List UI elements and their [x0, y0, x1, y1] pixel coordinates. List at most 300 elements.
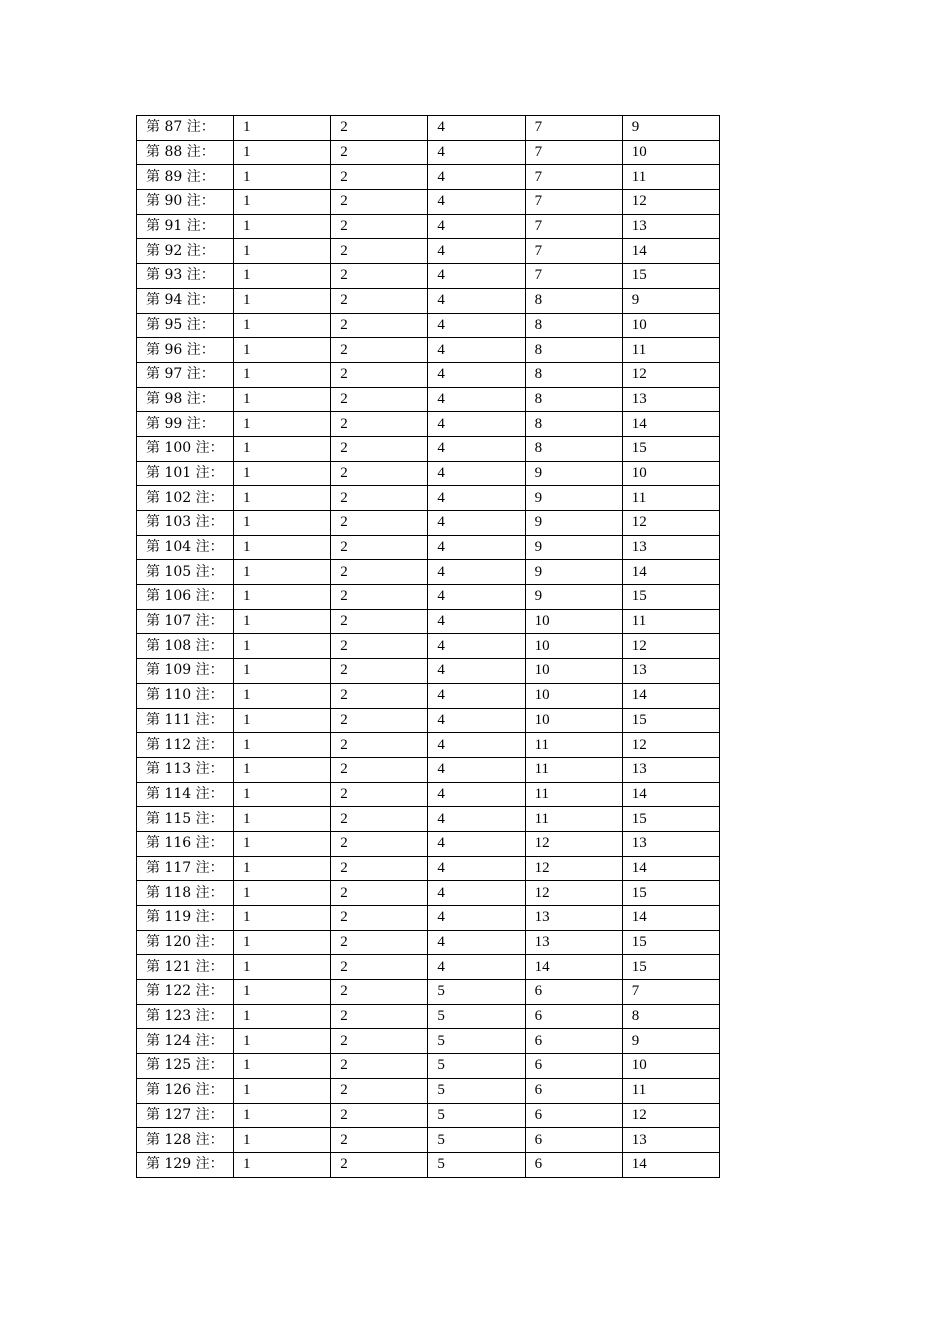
number-cell: 10 [525, 634, 622, 659]
table-row [137, 1103, 720, 1128]
number-cell: 6 [525, 1029, 622, 1054]
table-row [137, 387, 720, 412]
number-cell: 11 [622, 165, 719, 190]
number-cell: 7 [525, 264, 622, 289]
table-row [137, 1128, 720, 1153]
row-label: 第 92 注： [137, 239, 234, 264]
number-cell: 4 [428, 412, 525, 437]
number-cell: 1 [234, 585, 331, 610]
number-cell: 7 [622, 980, 719, 1005]
number-cell: 1 [234, 831, 331, 856]
number-cell: 8 [525, 387, 622, 412]
number-cell: 1 [234, 1029, 331, 1054]
row-label: 第 104 注： [137, 535, 234, 560]
number-cell: 14 [622, 560, 719, 585]
table-row [137, 461, 720, 486]
row-label: 第 111 注： [137, 708, 234, 733]
number-cell: 2 [331, 1128, 428, 1153]
number-cell: 12 [622, 511, 719, 536]
number-cell: 4 [428, 214, 525, 239]
table-row [137, 1054, 720, 1079]
number-cell: 4 [428, 116, 525, 141]
number-cell: 2 [331, 659, 428, 684]
number-cell: 8 [525, 412, 622, 437]
table-row [137, 239, 720, 264]
row-label: 第 129 注： [137, 1152, 234, 1177]
number-cell: 5 [428, 980, 525, 1005]
table-row [137, 659, 720, 684]
number-cell: 4 [428, 585, 525, 610]
number-cell: 1 [234, 190, 331, 215]
number-cell: 4 [428, 881, 525, 906]
number-cell: 1 [234, 1078, 331, 1103]
number-cell: 12 [622, 362, 719, 387]
number-cell: 4 [428, 683, 525, 708]
row-label: 第 94 注： [137, 288, 234, 313]
number-cell: 4 [428, 461, 525, 486]
number-cell: 2 [331, 634, 428, 659]
number-cell: 1 [234, 264, 331, 289]
number-cell: 2 [331, 856, 428, 881]
number-cell: 2 [331, 165, 428, 190]
number-cell: 2 [331, 1029, 428, 1054]
number-cell: 6 [525, 1004, 622, 1029]
number-cell: 2 [331, 486, 428, 511]
number-cell: 9 [525, 486, 622, 511]
number-cell: 7 [525, 214, 622, 239]
number-cell: 5 [428, 1152, 525, 1177]
row-label: 第 117 注： [137, 856, 234, 881]
table-row [137, 214, 720, 239]
row-label: 第 87 注： [137, 116, 234, 141]
number-cell: 2 [331, 1103, 428, 1128]
number-cell: 14 [525, 955, 622, 980]
number-cell: 9 [525, 585, 622, 610]
number-cell: 2 [331, 980, 428, 1005]
number-cell: 15 [622, 955, 719, 980]
table-body [137, 116, 720, 1178]
number-cell: 1 [234, 313, 331, 338]
row-label: 第 107 注： [137, 609, 234, 634]
number-cell: 2 [331, 1152, 428, 1177]
number-cell: 4 [428, 239, 525, 264]
number-cell: 2 [331, 1078, 428, 1103]
table-row [137, 535, 720, 560]
row-label: 第 110 注： [137, 683, 234, 708]
number-cell: 7 [525, 116, 622, 141]
number-cell: 1 [234, 362, 331, 387]
number-cell: 6 [525, 1078, 622, 1103]
number-cell: 6 [525, 1152, 622, 1177]
table-row [137, 288, 720, 313]
number-cell: 4 [428, 288, 525, 313]
number-cell: 9 [622, 1029, 719, 1054]
table-row [137, 165, 720, 190]
row-label: 第 98 注： [137, 387, 234, 412]
number-cell: 15 [622, 881, 719, 906]
number-cell: 9 [622, 288, 719, 313]
number-cell: 6 [525, 980, 622, 1005]
number-cell: 10 [525, 609, 622, 634]
row-label: 第 88 注： [137, 140, 234, 165]
number-cell: 4 [428, 634, 525, 659]
number-cell: 2 [331, 288, 428, 313]
number-cell: 4 [428, 930, 525, 955]
number-cell: 4 [428, 906, 525, 931]
number-cell: 5 [428, 1103, 525, 1128]
table-row [137, 1004, 720, 1029]
number-cell: 1 [234, 906, 331, 931]
number-cell: 2 [331, 412, 428, 437]
row-label: 第 128 注： [137, 1128, 234, 1153]
row-label: 第 118 注： [137, 881, 234, 906]
table-row [137, 436, 720, 461]
number-cell: 14 [622, 782, 719, 807]
number-cell: 15 [622, 585, 719, 610]
table-row [137, 955, 720, 980]
number-cell: 1 [234, 140, 331, 165]
number-cell: 12 [622, 733, 719, 758]
number-cell: 1 [234, 461, 331, 486]
table-row [137, 264, 720, 289]
number-cell: 13 [622, 214, 719, 239]
row-label: 第 97 注： [137, 362, 234, 387]
number-cell: 9 [525, 535, 622, 560]
number-cell: 4 [428, 708, 525, 733]
number-cell: 1 [234, 387, 331, 412]
number-cell: 4 [428, 733, 525, 758]
number-cell: 1 [234, 1054, 331, 1079]
table-row [137, 782, 720, 807]
table-row [137, 930, 720, 955]
row-label: 第 113 注： [137, 757, 234, 782]
number-cell: 1 [234, 659, 331, 684]
number-cell: 1 [234, 412, 331, 437]
table-row [137, 412, 720, 437]
number-cell: 5 [428, 1029, 525, 1054]
number-cell: 6 [525, 1054, 622, 1079]
number-cell: 1 [234, 1103, 331, 1128]
row-label: 第 90 注： [137, 190, 234, 215]
table-row [137, 980, 720, 1005]
row-label: 第 125 注： [137, 1054, 234, 1079]
number-cell: 2 [331, 683, 428, 708]
table-row [137, 560, 720, 585]
number-cell: 4 [428, 856, 525, 881]
number-cell: 13 [622, 1128, 719, 1153]
number-cell: 2 [331, 140, 428, 165]
number-cell: 10 [622, 313, 719, 338]
row-label: 第 105 注： [137, 560, 234, 585]
row-label: 第 101 注： [137, 461, 234, 486]
number-cell: 6 [525, 1103, 622, 1128]
number-cell: 1 [234, 116, 331, 141]
number-cell: 2 [331, 239, 428, 264]
number-cell: 1 [234, 634, 331, 659]
number-cell: 8 [525, 436, 622, 461]
number-cell: 10 [622, 140, 719, 165]
table-row [137, 609, 720, 634]
row-label: 第 109 注： [137, 659, 234, 684]
number-cell: 12 [622, 1103, 719, 1128]
number-cell: 9 [525, 461, 622, 486]
number-cell: 1 [234, 239, 331, 264]
number-cell: 14 [622, 683, 719, 708]
number-cell: 1 [234, 1128, 331, 1153]
number-cell: 2 [331, 214, 428, 239]
number-cell: 6 [525, 1128, 622, 1153]
table-row [137, 733, 720, 758]
number-cell: 4 [428, 955, 525, 980]
number-cell: 8 [525, 362, 622, 387]
number-cell: 11 [622, 338, 719, 363]
number-cell: 15 [622, 436, 719, 461]
number-cell: 13 [622, 757, 719, 782]
table-row [137, 757, 720, 782]
row-label: 第 100 注： [137, 436, 234, 461]
number-cell: 4 [428, 486, 525, 511]
number-cell: 2 [331, 190, 428, 215]
number-cell: 1 [234, 214, 331, 239]
table-row [137, 807, 720, 832]
table-row [137, 1078, 720, 1103]
number-cell: 2 [331, 264, 428, 289]
number-cell: 1 [234, 683, 331, 708]
number-cell: 14 [622, 906, 719, 931]
table-row [137, 683, 720, 708]
number-cell: 4 [428, 140, 525, 165]
number-cell: 1 [234, 486, 331, 511]
number-cell: 4 [428, 338, 525, 363]
row-label: 第 103 注： [137, 511, 234, 536]
number-cell: 12 [622, 190, 719, 215]
number-cell: 11 [622, 609, 719, 634]
number-cell: 2 [331, 782, 428, 807]
number-cell: 2 [331, 436, 428, 461]
number-cell: 4 [428, 190, 525, 215]
number-cell: 15 [622, 807, 719, 832]
row-label: 第 89 注： [137, 165, 234, 190]
number-cell: 1 [234, 757, 331, 782]
number-cell: 4 [428, 831, 525, 856]
number-cell: 4 [428, 511, 525, 536]
table-row [137, 585, 720, 610]
number-cell: 1 [234, 733, 331, 758]
table-row [137, 313, 720, 338]
number-cell: 2 [331, 906, 428, 931]
number-cell: 4 [428, 757, 525, 782]
number-cell: 4 [428, 313, 525, 338]
number-cell: 1 [234, 436, 331, 461]
number-cell: 1 [234, 560, 331, 585]
number-cell: 1 [234, 807, 331, 832]
table-row [137, 1152, 720, 1177]
row-label: 第 96 注： [137, 338, 234, 363]
number-cell: 2 [331, 757, 428, 782]
table-row [137, 338, 720, 363]
number-cell: 10 [622, 461, 719, 486]
number-cell: 5 [428, 1128, 525, 1153]
row-label: 第 121 注： [137, 955, 234, 980]
number-cell: 2 [331, 609, 428, 634]
number-cell: 13 [622, 659, 719, 684]
row-label: 第 115 注： [137, 807, 234, 832]
number-cell: 4 [428, 659, 525, 684]
number-cell: 1 [234, 930, 331, 955]
number-cell: 15 [622, 264, 719, 289]
table-row [137, 486, 720, 511]
number-cell: 1 [234, 511, 331, 536]
number-cell: 13 [622, 387, 719, 412]
row-label: 第 123 注： [137, 1004, 234, 1029]
row-label: 第 112 注： [137, 733, 234, 758]
row-label: 第 91 注： [137, 214, 234, 239]
table-row [137, 1029, 720, 1054]
number-cell: 2 [331, 831, 428, 856]
number-cell: 7 [525, 165, 622, 190]
row-label: 第 127 注： [137, 1103, 234, 1128]
number-cell: 2 [331, 461, 428, 486]
number-cell: 1 [234, 955, 331, 980]
number-cell: 14 [622, 412, 719, 437]
row-label: 第 116 注： [137, 831, 234, 856]
number-cell: 1 [234, 881, 331, 906]
number-cell: 8 [525, 313, 622, 338]
table-row [137, 831, 720, 856]
number-cell: 8 [622, 1004, 719, 1029]
number-cell: 12 [525, 881, 622, 906]
row-label: 第 119 注： [137, 906, 234, 931]
number-cell: 12 [525, 831, 622, 856]
number-cell: 15 [622, 708, 719, 733]
number-cell: 2 [331, 1004, 428, 1029]
row-label: 第 126 注： [137, 1078, 234, 1103]
number-cell: 2 [331, 387, 428, 412]
number-cell: 2 [331, 930, 428, 955]
row-label: 第 114 注： [137, 782, 234, 807]
number-cell: 1 [234, 288, 331, 313]
number-cell: 2 [331, 362, 428, 387]
number-cell: 1 [234, 708, 331, 733]
number-cell: 14 [622, 1152, 719, 1177]
number-cell: 2 [331, 313, 428, 338]
number-cell: 14 [622, 856, 719, 881]
number-cell: 4 [428, 264, 525, 289]
table-row [137, 116, 720, 141]
number-cell: 2 [331, 807, 428, 832]
number-cell: 14 [622, 239, 719, 264]
number-cell: 1 [234, 1004, 331, 1029]
row-label: 第 99 注： [137, 412, 234, 437]
number-cell: 11 [525, 807, 622, 832]
number-cell: 10 [525, 708, 622, 733]
number-cell: 4 [428, 560, 525, 585]
table-row [137, 856, 720, 881]
number-cell: 4 [428, 362, 525, 387]
number-cell: 9 [525, 560, 622, 585]
number-cell: 15 [622, 930, 719, 955]
row-label: 第 124 注： [137, 1029, 234, 1054]
number-cell: 9 [622, 116, 719, 141]
number-cell: 7 [525, 190, 622, 215]
number-cell: 11 [622, 486, 719, 511]
number-cell: 10 [622, 1054, 719, 1079]
number-cell: 7 [525, 140, 622, 165]
number-cell: 2 [331, 116, 428, 141]
number-cell: 1 [234, 980, 331, 1005]
number-cell: 5 [428, 1054, 525, 1079]
number-cell: 10 [525, 659, 622, 684]
number-cell: 2 [331, 585, 428, 610]
row-label: 第 102 注： [137, 486, 234, 511]
number-cell: 1 [234, 535, 331, 560]
number-cell: 2 [331, 733, 428, 758]
number-cell: 1 [234, 856, 331, 881]
table-row [137, 140, 720, 165]
table-row [137, 634, 720, 659]
number-cell: 1 [234, 338, 331, 363]
table-row [137, 511, 720, 536]
number-cell: 11 [525, 782, 622, 807]
number-cell: 13 [622, 535, 719, 560]
number-cell: 4 [428, 609, 525, 634]
row-label: 第 108 注： [137, 634, 234, 659]
combination-table [136, 115, 720, 1178]
number-cell: 11 [525, 733, 622, 758]
number-cell: 4 [428, 436, 525, 461]
number-cell: 10 [525, 683, 622, 708]
row-label: 第 120 注： [137, 930, 234, 955]
number-cell: 2 [331, 708, 428, 733]
number-cell: 2 [331, 535, 428, 560]
table-row [137, 881, 720, 906]
number-cell: 2 [331, 338, 428, 363]
number-cell: 8 [525, 338, 622, 363]
number-cell: 13 [622, 831, 719, 856]
row-label: 第 106 注： [137, 585, 234, 610]
number-cell: 4 [428, 535, 525, 560]
number-cell: 4 [428, 387, 525, 412]
number-cell: 2 [331, 1054, 428, 1079]
number-cell: 2 [331, 511, 428, 536]
row-label: 第 95 注： [137, 313, 234, 338]
number-cell: 9 [525, 511, 622, 536]
row-label: 第 122 注： [137, 980, 234, 1005]
number-cell: 12 [622, 634, 719, 659]
number-cell: 1 [234, 165, 331, 190]
number-cell: 11 [622, 1078, 719, 1103]
table-row [137, 362, 720, 387]
number-cell: 1 [234, 1152, 331, 1177]
number-cell: 13 [525, 906, 622, 931]
number-cell: 11 [525, 757, 622, 782]
number-cell: 2 [331, 881, 428, 906]
number-cell: 13 [525, 930, 622, 955]
number-cell: 5 [428, 1078, 525, 1103]
number-cell: 12 [525, 856, 622, 881]
number-cell: 4 [428, 165, 525, 190]
table-row [137, 906, 720, 931]
number-cell: 7 [525, 239, 622, 264]
number-cell: 2 [331, 955, 428, 980]
number-cell: 8 [525, 288, 622, 313]
number-cell: 1 [234, 782, 331, 807]
number-cell: 1 [234, 609, 331, 634]
row-label: 第 93 注： [137, 264, 234, 289]
number-cell: 5 [428, 1004, 525, 1029]
table-row [137, 708, 720, 733]
number-cell: 4 [428, 782, 525, 807]
